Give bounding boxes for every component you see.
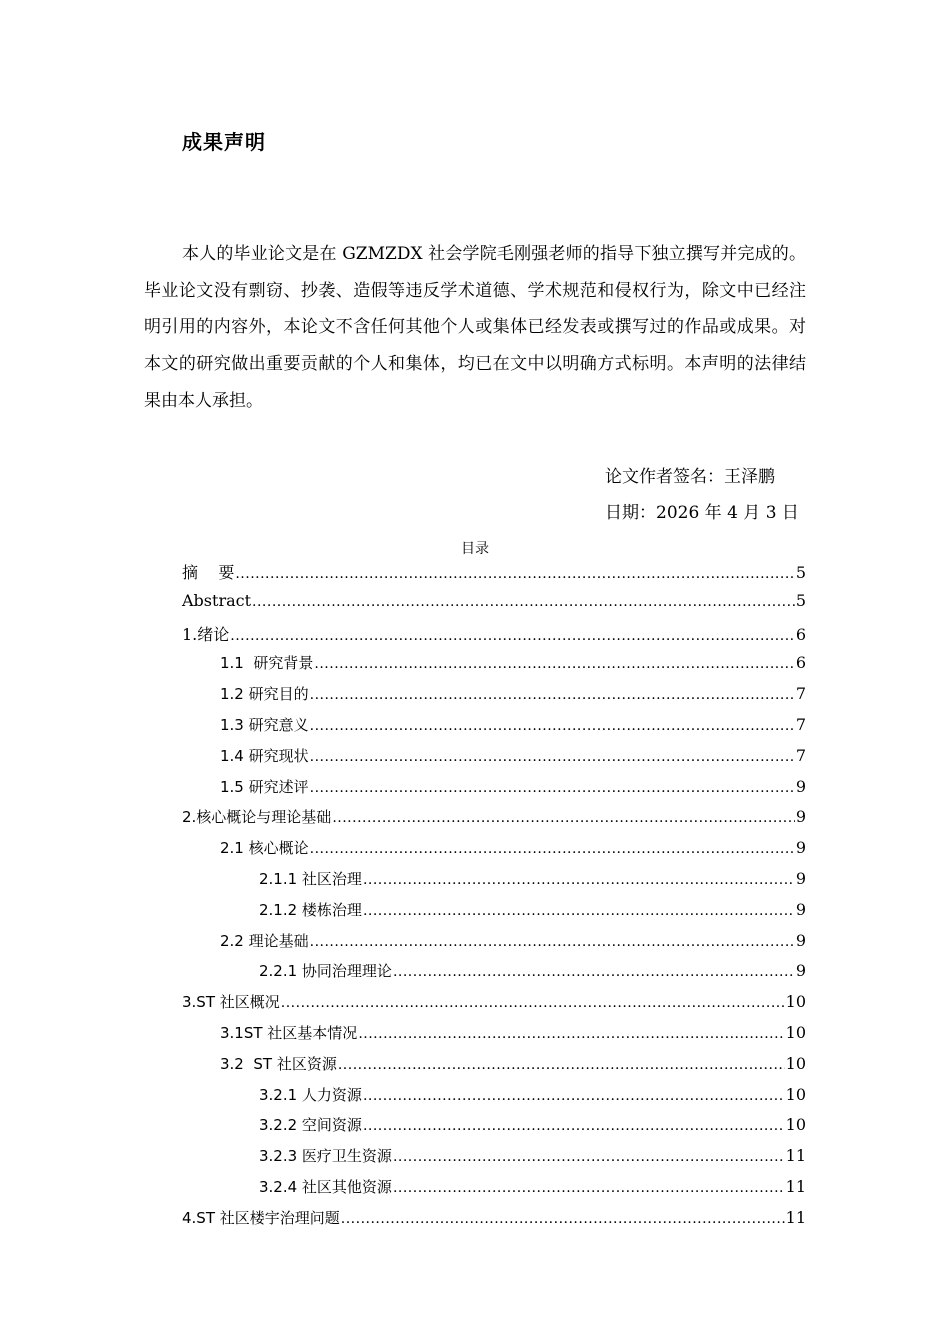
toc-entry-label: 2.核心概论与理论基础 [182,808,332,827]
toc-page-number: 9 [795,899,806,919]
toc-leader-dots [252,594,795,610]
toc-page-number: 5 [795,563,806,582]
toc-page-number: 9 [795,961,806,981]
toc-entry-label: 1.绪论 [182,624,230,644]
toc-entry-label: 2.1.1 社区治理 [259,869,362,888]
toc-page-number: 9 [795,930,806,950]
toc-page-number: 10 [785,1084,806,1104]
toc-page-number: 7 [795,684,806,704]
toc-entry-label: 3.ST 社区概况 [182,993,280,1012]
toc-leader-dots [310,687,795,703]
toc-leader-dots [363,872,795,888]
toc-leader-dots [393,1180,785,1196]
toc-page-number: 5 [795,590,806,610]
toc-entry[interactable] [182,1207,806,1238]
toc-entry[interactable] [182,652,806,683]
toc-entry-label: 4.ST 社区楼宇治理问题 [182,1208,340,1227]
toc-entry-label: 3.1ST 社区基本情况 [220,1023,358,1042]
toc-leader-dots [235,566,794,582]
toc-entry[interactable] [182,1145,806,1176]
toc-entry[interactable] [182,745,806,776]
toc-entry[interactable] [182,560,806,591]
toc-page-number: 11 [785,1146,806,1166]
declaration-body: 本人的毕业论文是在 GZMZDX 社会学院毛刚强老师的指导下独立撰写并完成的。毕业论文没有剽窃、抄袭、造假等违反学术道德、学术规范和侵权行为，除文中已经注明引用的内容外，本论文不含任何其他个人或集体已经发表或撰写过的作品或成果。对本文的研究做出重要贡献的个人和集体，均已在文中以明确方式标明。本声明的法律结果由本人承担。 [144,244,806,411]
toc-page-number: 9 [795,807,806,827]
toc-page-number: 6 [795,624,806,644]
toc-entry[interactable] [182,683,806,714]
toc-entry-label: 1.5 研究述评 [220,777,309,796]
toc-page-number: 10 [785,1115,806,1135]
toc-leader-dots [393,964,795,980]
toc-entry[interactable] [182,1084,806,1115]
toc-entry-label: Abstract [182,590,252,610]
toc-entry-label: 3.2.1 人力资源 [259,1085,362,1104]
toc-page-number: 9 [795,868,806,888]
toc-entry-label: 2.2 理论基础 [220,931,309,950]
toc-page-number: 11 [785,1207,806,1227]
toc-entry-label: 2.1.2 楼栋治理 [259,900,362,919]
declaration-date: 日期：2026 年 4 月 3 日 [605,503,799,523]
toc-title: 目录 [461,541,489,557]
toc-entry[interactable] [182,622,806,653]
toc-entry[interactable] [182,714,806,745]
toc-entry-label: 1.3 研究意义 [220,715,309,734]
toc-entry-label: 1.4 研究现状 [220,746,309,765]
toc-page-number: 10 [785,1053,806,1073]
toc-leader-dots [310,841,795,857]
toc-entry[interactable] [182,1053,806,1084]
toc-entry-label: 1.1 研究背景 [220,654,314,673]
toc-entry-label: 3.2.3 医疗卫生资源 [259,1147,392,1166]
toc-leader-dots [358,1026,784,1042]
toc-leader-dots [332,810,795,826]
toc-entry[interactable] [182,837,806,868]
toc-leader-dots [230,628,795,644]
toc-entry-label: 2.1 核心概论 [220,839,309,858]
toc-entry-label: 摘 要 [182,563,235,582]
toc-entry[interactable] [182,776,806,807]
toc-leader-dots [310,749,795,765]
toc-page-number: 10 [785,1022,806,1042]
toc-entry[interactable] [182,930,806,961]
toc-entry[interactable] [182,1022,806,1053]
toc-entry[interactable] [182,1176,806,1207]
declaration-title: 成果声明 [182,130,266,154]
toc-entry-label: 2.2.1 协同治理理论 [259,962,392,981]
toc-entry-label: 3.2.2 空间资源 [259,1116,362,1135]
toc-leader-dots [338,1057,785,1073]
toc-page-number: 11 [785,1176,806,1196]
toc-leader-dots [310,718,795,734]
toc-entry[interactable] [182,868,806,899]
toc-entry-label: 3.2 ST 社区资源 [220,1054,337,1073]
toc-page-number: 6 [795,653,806,673]
toc-leader-dots [363,1088,785,1104]
toc-page-number: 10 [785,992,806,1012]
author-signature: 论文作者签名：王泽鹏 [605,467,775,487]
toc-leader-dots [310,780,795,796]
toc-leader-dots [363,1118,785,1134]
toc-entry[interactable] [182,899,806,930]
toc-page-number: 9 [795,776,806,796]
toc-entry-label: 3.2.4 社区其他资源 [259,1177,392,1196]
toc-page-number: 9 [795,838,806,858]
toc-entry[interactable] [182,591,806,622]
toc-entry[interactable] [182,806,806,837]
toc-leader-dots [314,656,794,672]
toc-leader-dots [281,995,785,1011]
toc-entry[interactable] [182,960,806,991]
toc-leader-dots [393,1149,785,1165]
toc-leader-dots [341,1211,785,1227]
toc-entry-label: 1.2 研究目的 [220,685,309,704]
toc-page-number: 7 [795,714,806,734]
table-of-contents [182,560,806,1238]
toc-entry[interactable] [182,991,806,1022]
toc-page-number: 7 [795,745,806,765]
toc-leader-dots [363,903,795,919]
toc-leader-dots [310,934,795,950]
toc-entry[interactable] [182,1114,806,1145]
